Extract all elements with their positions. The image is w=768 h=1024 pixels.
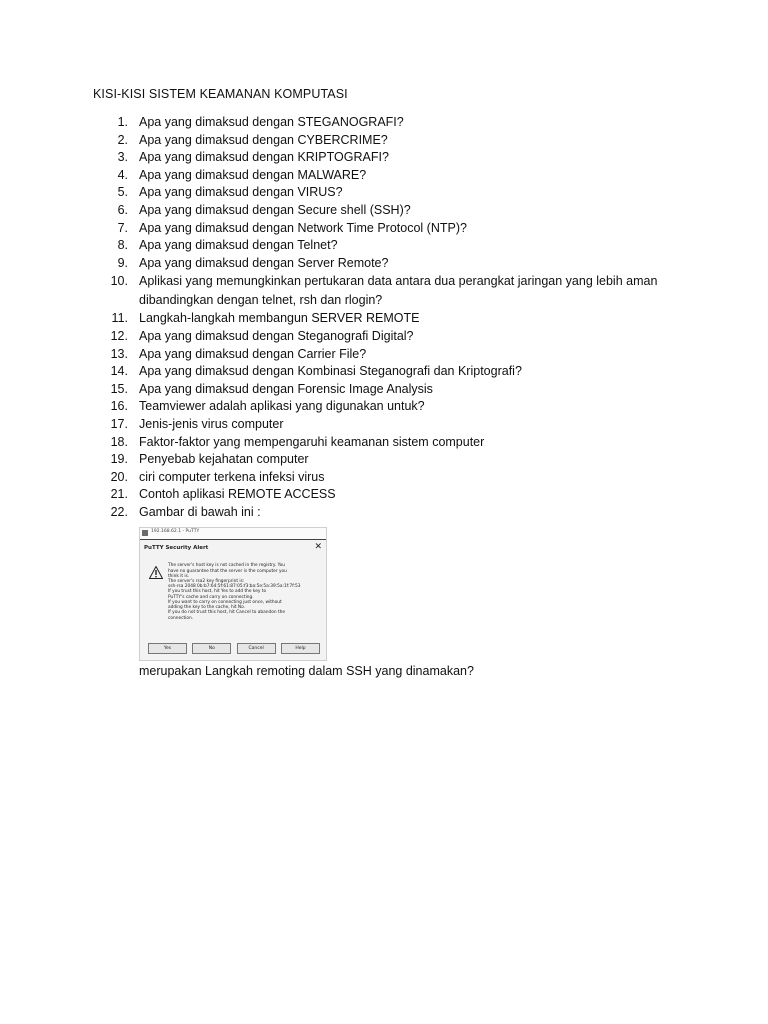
item-number: 2. [117, 132, 128, 147]
document-title: KISI-KISI SISTEM KEAMANAN KOMPUTASI [93, 87, 348, 101]
item-number: 21. [110, 487, 128, 502]
message-line: have no guarantee that the server is the computer you [168, 568, 287, 574]
message-line: adding the key to the cache, hit No. [168, 605, 246, 611]
close-icon: ✕ [314, 542, 322, 553]
message-line: If you trust this host, hit Yes to add the key to [168, 589, 267, 595]
item-number: 15. [110, 381, 128, 396]
cancel-button: Cancel [237, 643, 276, 654]
list-item [96, 149, 696, 167]
list-item [96, 398, 696, 416]
putty-app-icon [142, 530, 148, 536]
item-number: 20. [110, 469, 128, 484]
item-text: Apa yang dimaksud dengan Network Time Protocol (NTP)? [139, 220, 467, 235]
item-number: 12. [110, 328, 128, 343]
list-item [96, 451, 696, 469]
item-text: Apa yang dimaksud dengan VIRUS? [139, 185, 343, 200]
item-text: ciri computer terkena infeksi virus [139, 469, 325, 484]
item-number: 1. [117, 115, 128, 129]
item-text: Teamviewer adalah aplikasi yang digunakan untuk? [139, 399, 425, 414]
item-text: Contoh aplikasi REMOTE ACCESS [139, 487, 336, 502]
item-text: Apa yang dimaksud dengan STEGANOGRAFI? [139, 115, 404, 129]
question-list [96, 114, 696, 681]
item-text: Gambar di bawah ini : [139, 504, 261, 519]
item-number: 14. [110, 364, 128, 379]
putty-security-alert-image [139, 527, 327, 661]
no-button: No [192, 643, 231, 654]
list-item [96, 381, 696, 399]
message-line: If you want to carry on connecting just once, without [168, 599, 282, 605]
item-number: 22. [110, 504, 128, 519]
item-text: Apa yang dimaksud dengan KRIPTOGRAFI? [139, 150, 389, 165]
item-number: 7. [117, 220, 128, 235]
item-number: 6. [117, 202, 128, 217]
window-titlebar [140, 528, 326, 540]
item-text: Jenis-jenis virus computer [139, 416, 284, 431]
list-item [96, 346, 696, 364]
dialog-title: PuTTY Security Alert [144, 545, 209, 552]
list-item [96, 363, 696, 381]
item-text: Apa yang dimaksud dengan Server Remote? [139, 255, 389, 270]
item-number: 8. [117, 238, 128, 253]
item-text: Faktor-faktor yang mempengaruhi keamanan sistem computer [139, 434, 485, 449]
message-line: think it is. [168, 573, 190, 579]
message-line: ssh-rsa 2048 0b:b7:64:5f:61:87:05:f3:ba:5e:5a:39:5a:1f:7f:53 [168, 584, 301, 590]
window-title: 192.168.62.1 - PuTTY [151, 529, 200, 535]
list-item [96, 237, 696, 255]
item-text: Apa yang dimaksud dengan MALWARE? [139, 167, 367, 182]
list-item [96, 220, 696, 238]
list-item [96, 202, 696, 220]
dialog-message [168, 563, 320, 620]
item-text: Apa yang dimaksud dengan Kombinasi Steganografi dan Kriptografi? [139, 364, 522, 379]
item-number: 18. [110, 434, 128, 449]
item-text: Apa yang dimaksud dengan Forensic Image Analysis [139, 381, 433, 396]
list-item [96, 469, 696, 487]
list-item [96, 416, 696, 434]
item-text: Penyebab kejahatan computer [139, 452, 309, 467]
list-item [96, 504, 696, 522]
list-item [96, 434, 696, 452]
list-item [96, 132, 696, 150]
warning-triangle-icon [149, 566, 163, 579]
item-text: Apa yang dimaksud dengan Steganografi Digital? [139, 328, 414, 343]
help-button: Help [281, 643, 320, 654]
message-line: If you do not trust this host, hit Cancel to abandon the [168, 610, 285, 616]
item-text: Langkah-langkah membangun SERVER REMOTE [139, 311, 420, 326]
dialog-buttons [148, 643, 320, 654]
list-item [96, 167, 696, 185]
list-item [96, 272, 696, 310]
item-text: Aplikasi yang memungkinkan pertukaran data antara dua perangkat jaringan yang lebih aman dibandingkan dengan telnet, rsh dan rlogin? [139, 274, 658, 308]
item-text: Apa yang dimaksud dengan Secure shell (SSH)? [139, 202, 411, 217]
message-line: PuTTY's cache and carry on connecting. [168, 594, 254, 600]
message-line: The server's rsa2 key fingerprint is: [168, 579, 245, 585]
item-text: Apa yang dimaksud dengan Carrier File? [139, 346, 367, 361]
list-item [96, 486, 696, 504]
item-number: 5. [117, 185, 128, 200]
list-item [96, 328, 696, 346]
list-item [96, 310, 696, 328]
item-number: 11. [111, 311, 128, 326]
item-number: 9. [117, 255, 128, 270]
list-item [96, 184, 696, 202]
list-item [96, 114, 696, 132]
item-text: Apa yang dimaksud dengan CYBERCRIME? [139, 132, 388, 147]
item-number: 4. [117, 167, 128, 182]
item-number: 19. [110, 452, 128, 467]
message-line: connection. [168, 615, 194, 621]
list-item [96, 255, 696, 273]
item-text: Apa yang dimaksud dengan Telnet? [139, 238, 338, 253]
item-number: 3. [117, 150, 128, 165]
yes-button: Yes [148, 643, 187, 654]
image-caption: merupakan Langkah remoting dalam SSH yang dinamakan? [139, 664, 474, 679]
message-line: The server's host key is not cached in the registry. You [168, 563, 285, 569]
item-number: 10. [110, 274, 128, 289]
item-number: 16. [110, 399, 128, 414]
item-number: 17. [110, 416, 128, 431]
item-number: 13. [110, 346, 128, 361]
